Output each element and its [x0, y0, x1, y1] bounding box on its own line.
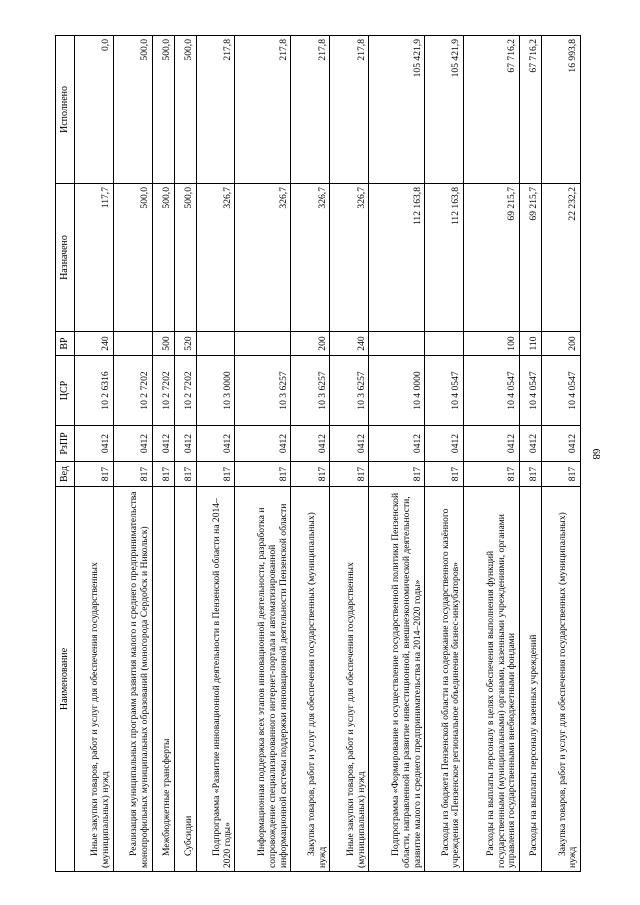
cell-name: Расходы из бюджета Пензенской области на содержание государственного казённого учреждения «Пензенское региональное объединение бизнес-инкубаторов» [425, 487, 464, 872]
budget-table [55, 35, 581, 872]
cell-ved: 817 [291, 462, 330, 487]
cell-rzpr: 0412 [425, 426, 464, 462]
cell-csr: 10 3 6257 [235, 356, 291, 426]
page-number: 68 [590, 448, 602, 460]
cell-assigned: 500,0 [152, 184, 174, 332]
table-row [196, 36, 235, 872]
table-row [75, 36, 114, 872]
cell-csr: 10 3 0000 [196, 356, 235, 426]
table-row [113, 36, 152, 872]
cell-assigned: 326,7 [330, 184, 369, 332]
cell-ved: 817 [520, 462, 542, 487]
table-row [152, 36, 174, 872]
cell-vr: 100 [464, 332, 520, 356]
cell-ved: 817 [425, 462, 464, 487]
cell-executed: 67 716,2 [520, 36, 542, 184]
cell-csr: 10 4 0547 [520, 356, 542, 426]
cell-vr: 500 [152, 332, 174, 356]
cell-assigned: 500,0 [113, 184, 152, 332]
cell-csr: 10 2 7202 [174, 356, 196, 426]
cell-assigned: 69 215,7 [520, 184, 542, 332]
cell-ved: 817 [152, 462, 174, 487]
cell-ved: 817 [196, 462, 235, 487]
cell-name: Межбюджетные трансферты [152, 487, 174, 872]
cell-assigned: 326,7 [235, 184, 291, 332]
cell-csr: 10 4 0547 [425, 356, 464, 426]
header-name: Наименование [56, 487, 75, 872]
cell-vr [113, 332, 152, 356]
cell-vr: 110 [520, 332, 542, 356]
cell-assigned: 500,0 [174, 184, 196, 332]
cell-name: Закупка товаров, работ и услуг для обеспечения государственных (муниципальных) нужд [291, 487, 330, 872]
cell-assigned: 112 163,8 [369, 184, 425, 332]
header-ved: Вед [56, 462, 75, 487]
header-executed: Исполнено [56, 36, 75, 184]
cell-ved: 817 [369, 462, 425, 487]
cell-vr: 240 [330, 332, 369, 356]
rotated-table-container [55, 36, 581, 872]
cell-name: Закупка товаров, работ и услуг для обеспечения государственных (муниципальных) нужд [542, 487, 581, 872]
cell-rzpr: 0412 [196, 426, 235, 462]
table-row [291, 36, 330, 872]
cell-csr: 10 4 0000 [369, 356, 425, 426]
cell-rzpr: 0412 [520, 426, 542, 462]
cell-csr: 10 4 0547 [464, 356, 520, 426]
table-header-row [56, 36, 75, 872]
table-row [542, 36, 581, 872]
table-row [464, 36, 520, 872]
cell-ved: 817 [174, 462, 196, 487]
cell-executed: 500,0 [174, 36, 196, 184]
cell-executed: 67 716,2 [464, 36, 520, 184]
header-vr: ВР [56, 332, 75, 356]
cell-name: Реализация муниципальных программ развития малого и среднего предпринимательства монопрофильных муниципальных образований (моногорода Сердобск и Никольск) [113, 487, 152, 872]
cell-ved: 817 [542, 462, 581, 487]
cell-rzpr: 0412 [542, 426, 581, 462]
cell-executed: 16 993,8 [542, 36, 581, 184]
cell-executed: 105 421,9 [425, 36, 464, 184]
cell-name: Иные закупки товаров, работ и услуг для обеспечения государственных (муниципальных) нужд [330, 487, 369, 872]
table-row [425, 36, 464, 872]
header-assigned: Назначено [56, 184, 75, 332]
cell-rzpr: 0412 [369, 426, 425, 462]
cell-rzpr: 0412 [113, 426, 152, 462]
cell-rzpr: 0412 [464, 426, 520, 462]
cell-rzpr: 0412 [75, 426, 114, 462]
cell-executed: 217,8 [330, 36, 369, 184]
cell-executed: 217,8 [291, 36, 330, 184]
cell-vr: 240 [75, 332, 114, 356]
cell-assigned: 117,7 [75, 184, 114, 332]
cell-name: Подпрограмма «Развитие инновационной деятельности в Пензенской области на 2014–2020 годы» [196, 487, 235, 872]
cell-name: Расходы на выплаты персоналу в целях обеспечения выполнения функций государственными (муниципальными) органами, казенными учреждениями, органами управления государственными внебюджетными фондами [464, 487, 520, 872]
cell-name: Иные закупки товаров, работ и услуг для обеспечения государственных (муниципальных) нужд [75, 487, 114, 872]
cell-ved: 817 [235, 462, 291, 487]
cell-vr [369, 332, 425, 356]
cell-ved: 817 [113, 462, 152, 487]
cell-executed: 217,8 [196, 36, 235, 184]
cell-assigned: 112 163,8 [425, 184, 464, 332]
cell-rzpr: 0412 [174, 426, 196, 462]
table-row [520, 36, 542, 872]
cell-csr: 10 2 7202 [113, 356, 152, 426]
cell-ved: 817 [75, 462, 114, 487]
cell-rzpr: 0412 [152, 426, 174, 462]
cell-ved: 817 [330, 462, 369, 487]
cell-vr: 200 [542, 332, 581, 356]
cell-executed: 500,0 [152, 36, 174, 184]
cell-rzpr: 0412 [235, 426, 291, 462]
cell-csr: 10 3 6257 [330, 356, 369, 426]
cell-executed: 105 421,9 [369, 36, 425, 184]
cell-name: Субсидии [174, 487, 196, 872]
cell-executed: 217,8 [235, 36, 291, 184]
cell-csr: 10 3 6257 [291, 356, 330, 426]
cell-vr: 520 [174, 332, 196, 356]
cell-assigned: 69 215,7 [464, 184, 520, 332]
cell-executed: 0,0 [75, 36, 114, 184]
cell-assigned: 326,7 [196, 184, 235, 332]
cell-assigned: 326,7 [291, 184, 330, 332]
table-row [369, 36, 425, 872]
cell-csr: 10 2 6316 [75, 356, 114, 426]
cell-csr: 10 2 7202 [152, 356, 174, 426]
header-rzpr: РзПР [56, 426, 75, 462]
header-csr: ЦСР [56, 356, 75, 426]
cell-vr [425, 332, 464, 356]
table-row [235, 36, 291, 872]
cell-vr [196, 332, 235, 356]
cell-assigned: 22 232,2 [542, 184, 581, 332]
table-row [174, 36, 196, 872]
table-row [330, 36, 369, 872]
cell-rzpr: 0412 [291, 426, 330, 462]
cell-name: Информационная поддержка всех этапов инновационной деятельности, разработка и сопровождение специализированного интернет-портала и автоматизированной информационной системы поддержки инновационной деятельности Пензенской области [235, 487, 291, 872]
cell-vr [235, 332, 291, 356]
cell-rzpr: 0412 [330, 426, 369, 462]
cell-csr: 10 4 0547 [542, 356, 581, 426]
cell-vr: 200 [291, 332, 330, 356]
cell-executed: 500,0 [113, 36, 152, 184]
cell-name: Подпрограмма «Формирование и осуществление государственной политики Пензенской области, направленной на развитие инвестиционной, внешнеэкономической деятельности, развитие малого и среднего предпринимательства на 2014–2020 годы» [369, 487, 425, 872]
cell-ved: 817 [464, 462, 520, 487]
cell-name: Расходы на выплаты персоналу казенных учреждений [520, 487, 542, 872]
